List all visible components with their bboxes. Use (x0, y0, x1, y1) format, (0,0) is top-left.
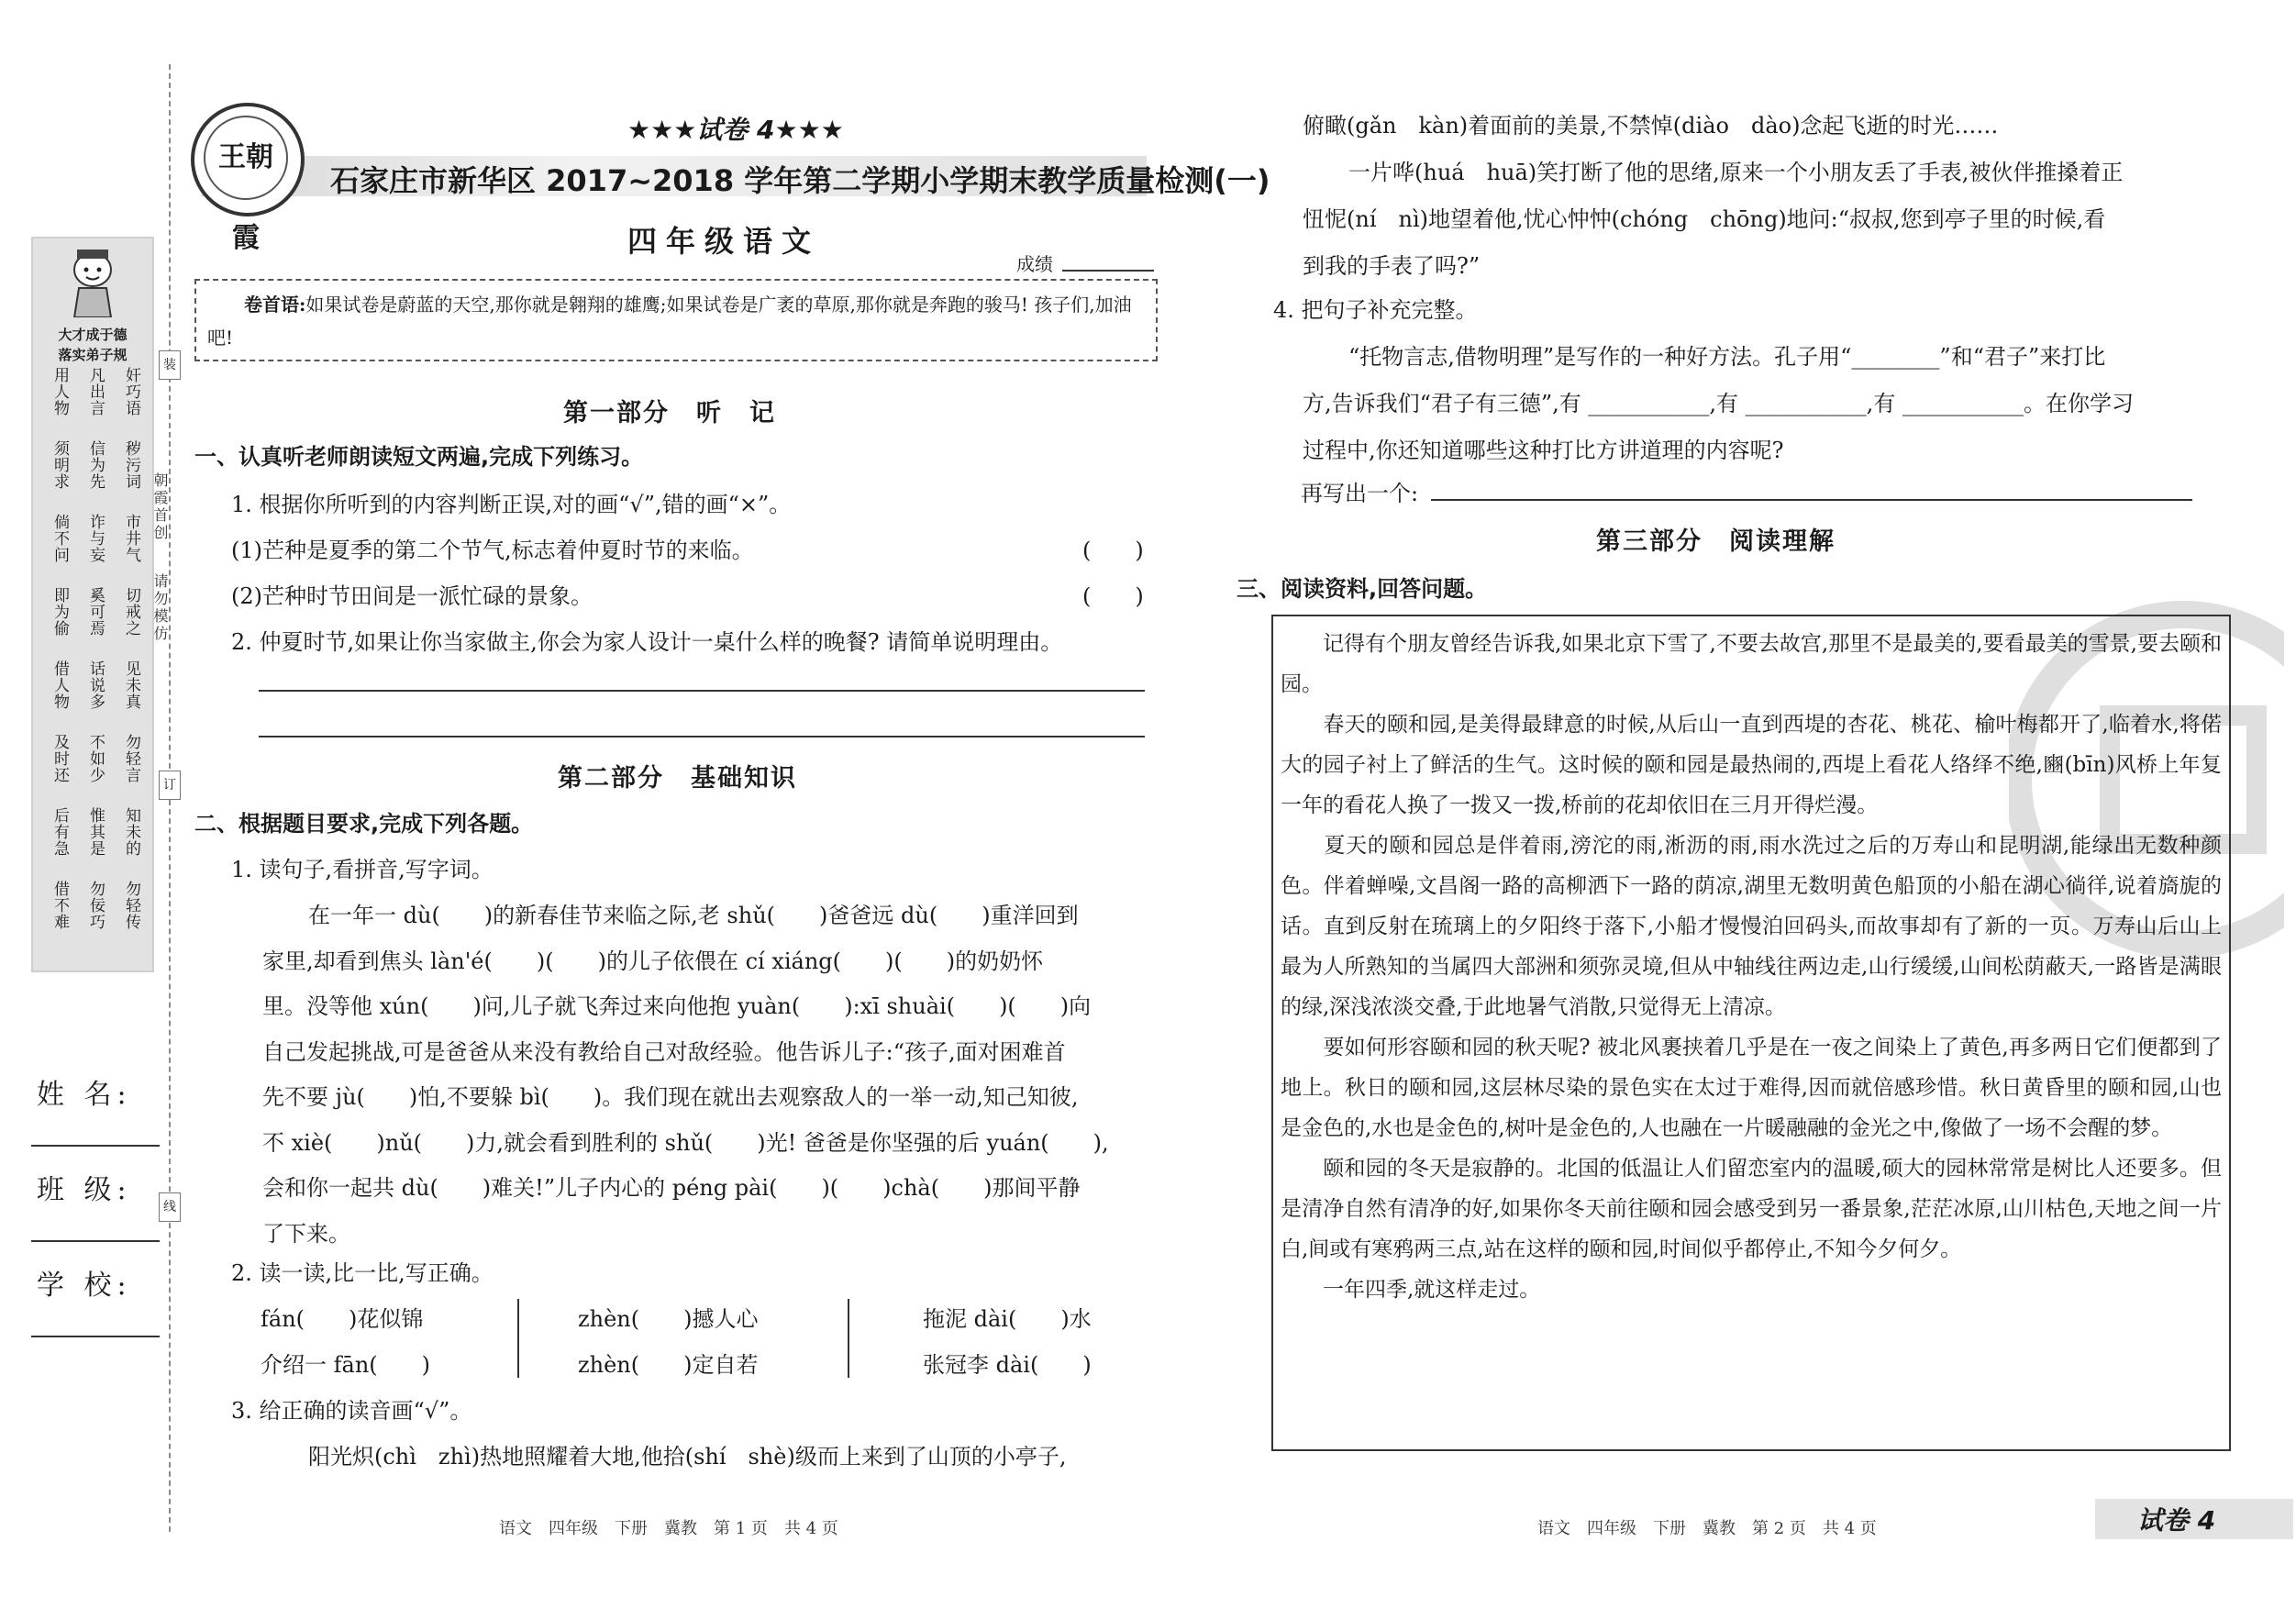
copyright-note-2: 请勿模仿 (151, 573, 169, 643)
motto-phrase: 即为偷 (50, 587, 69, 637)
class-field[interactable] (31, 1240, 160, 1242)
answer-line-1[interactable] (259, 690, 1145, 692)
motto-phrase: 市井气 (122, 514, 140, 563)
reading-passage-box (1271, 615, 2231, 1451)
motto-grid (50, 367, 141, 954)
motto-phrase: 勿轻言 (122, 734, 140, 783)
motto-phrase: 凡出言 (86, 367, 105, 416)
motto-phrase: 勿佞巧 (86, 881, 105, 930)
motto-phrase: 须明求 (50, 440, 69, 490)
preface-label: 卷首语: (244, 294, 306, 316)
school-label: 学 校: (37, 1270, 132, 1302)
motto-row (50, 514, 141, 587)
logo-text: 王朝霞 (204, 116, 288, 200)
cont-line-3: 忸怩(ní nì)地望着他,忧心忡忡(chóng chōng)地问:“叔叔,您到亭子里的时候,看 (1303, 206, 2106, 232)
pinyin-line-3: 里。没等他 xún( )问,儿子就飞奔过来向他抱 yuàn( ):xī shuài( )( )向 (262, 993, 1092, 1019)
passage-para-1: 记得有个朋友曾经告诉我,如果北京下雪了,不要去故宫,那里不是最美的,要看最美的雪景,要去颐和园。 (1281, 632, 2222, 696)
motto-phrase: 倘不问 (50, 514, 69, 563)
compare-r1-c2: zhèn( )撼人心 (578, 1306, 759, 1332)
motto-phrase: 话说多 (86, 660, 105, 710)
part2-heading: 第二部分 基础知识 (558, 764, 797, 793)
name-label: 姓 名: (37, 1079, 132, 1111)
passage-para-5: 颐和园的冬天是寂静的。北国的低温让人们留恋室内的温暖,硕大的园林常常是树比人还要多。但是清净自然有清净的好,如果你冬天前往颐和园会感受到另一番景象,茫茫冰原,山川枯色,天地之间一片白,间或有寒鸦两三点,站在这样的颐和园,时间似乎都停止,不知今夕何夕。 (1281, 1157, 2222, 1261)
motto-phrase: 不如少 (86, 734, 105, 783)
school-field[interactable] (31, 1336, 160, 1337)
grid-divider-1 (517, 1299, 519, 1378)
motto-row (50, 440, 141, 514)
q2-sub3-text: 阳光炽(chì zhì)热地照耀着大地,他拾(shí shè)级而上来到了山顶的小亭子, (308, 1444, 1067, 1469)
seal-mark-zhuang: 装 (159, 350, 181, 380)
motto-phrase: 信为先 (86, 440, 105, 490)
pinyin-passage (262, 893, 1152, 1257)
preface-box (194, 279, 1158, 361)
answer-line-2[interactable] (259, 736, 1145, 738)
write-another-label: 再写出一个: (1301, 481, 1419, 506)
motto-phrase: 借人物 (50, 660, 69, 710)
question-2-prompt: 二、根据题目要求,完成下列各题。 (194, 811, 534, 837)
q2-sub2: 2. 读一读,比一比,写正确。 (231, 1260, 494, 1286)
cont-line-4: 到我的手表了吗?” (1303, 253, 1481, 279)
s4-line-1: “托物言志,借物明理”是写作的一种好方法。孔子用“________”和“君子”来打比 (1348, 344, 2106, 370)
q1-sub2: 2. 仲夏时节,如果让你当家做主,你会为家人设计一桌什么样的晚餐? 请简单说明理由。 (231, 629, 1063, 655)
pinyin-line-6: 不 xiè( )nǔ( )力,就会看到胜利的 shǔ( )光! 爸爸是你坚强的后 yuán( ), (262, 1129, 1109, 1156)
motto-row (50, 660, 141, 734)
name-field[interactable] (31, 1145, 160, 1147)
motto-phrase: 奚可焉 (86, 587, 105, 637)
preface-text: 如果试卷是蔚蓝的天空,那你就是翱翔的雄鹰;如果试卷是广袤的草原,那你就是奔跑的骏马! 孩子们,加油吧! (207, 294, 1132, 349)
motto-phrase: 奸巧语 (122, 367, 140, 416)
motto-phrase: 借不难 (50, 881, 69, 930)
motto-phrase: 诈与妄 (86, 514, 105, 563)
seal-mark-xian: 线 (159, 1192, 181, 1222)
copyright-note-1: 朝霞首创 (151, 472, 169, 542)
footer-right: 语文 四年级 下册 冀教 第 2 页 共 4 页 (1537, 1519, 1877, 1538)
pronunciation-continued (1303, 103, 2220, 290)
exam-title: 石家庄市新华区 2017~2018 学年第二学期小学期末教学质量检测(一) (330, 163, 1270, 198)
part3-heading: 第三部分 阅读理解 (1596, 527, 1836, 556)
seal-mark-ding: 订 (159, 771, 181, 800)
motto-row (50, 807, 141, 881)
passage-para-3: 夏天的颐和园总是伴着雨,滂沱的雨,淅沥的雨,雨水洗过之后的万寿山和昆明湖,能绿出无数种颜色。伴着蝉噪,文昌阁一路的高柳洒下一路的荫凉,湖里无数明黄色船顶的小船在湖心徜徉,说着旖旎的话。直到反射在琉璃上的夕阳终于落下,小船才慢慢泊回码头,而故事却有了新的一页。万寿山后山上最为人所熟知的当属四大部洲和须弥灵境,但从中轴线往两边走,山行缓缓,山间松荫蔽天,一路皆是满眼的绿,深浅浓淡交叠,于此地暑气消散,只觉得无上清凉。 (1281, 834, 2222, 1019)
motto-cartoon (61, 246, 125, 317)
motto-row (50, 881, 141, 954)
q2-sub3: 3. 给正确的读音画“√”。 (231, 1398, 472, 1424)
pinyin-line-5: 先不要 jù( )怕,不要躲 bì( )。我们现在就出去观察敌人的一举一动,知己知彼, (262, 1084, 1079, 1110)
class-label: 班 级: (37, 1174, 132, 1206)
motto-row (50, 734, 141, 807)
motto-phrase: 惟其是 (86, 807, 105, 857)
pinyin-line-8: 了下来。 (262, 1220, 350, 1247)
motto-phrase: 秽污词 (122, 440, 140, 490)
score-label: 成绩 (1016, 253, 1053, 275)
q1-item-2-answer[interactable]: ( ) (1082, 583, 1144, 609)
s4-line-3: 过程中,你还知道哪些这种打比方讲道理的内容呢? (1303, 438, 1784, 463)
score-field[interactable] (1062, 270, 1154, 272)
compare-r2-c1: 介绍一 fān( ) (261, 1352, 431, 1378)
motto-phrase: 见未真 (122, 660, 140, 710)
motto-row (50, 587, 141, 660)
footer-left: 语文 四年级 下册 冀教 第 1 页 共 4 页 (499, 1519, 838, 1538)
q1-sub1: 1. 根据你所听到的内容判断正误,对的画“√”,错的画“×”。 (231, 492, 792, 517)
q1-item-1: (1)芒种是夏季的第二个节气,标志着仲夏时节的来临。 (231, 538, 754, 563)
compare-r1-c1: fán( )花似锦 (261, 1306, 424, 1332)
passage-para-6: 一年四季,就这样走过。 (1281, 1278, 1541, 1302)
pinyin-line-7: 会和你一起共 dù( )难关!”儿子内心的 péng pài( )( )chà( )那间平静 (262, 1175, 1081, 1201)
part1-heading: 第一部分 听 记 (563, 399, 776, 427)
motto-phrase: 及时还 (50, 734, 69, 783)
motto-phrase: 切戒之 (122, 587, 140, 637)
pinyin-line-1: 在一年一 dù( )的新春佳节来临之际,老 shǔ( )爸爸远 dù( )重洋回到 (308, 903, 1079, 928)
corner-tag: 试卷 4 (2137, 1505, 2216, 1536)
passage-para-2: 春天的颐和园,是美得最肆意的时候,从后山一直到西堤的杏花、桃花、榆叶梅都开了,临着水,将偌大的园子衬上了鲜活的生气。这时候的颐和园是最热闹的,西堤上看花人络绎不绝,豳(bīn)风桥上年复一年的看花人换了一拨又一拨,桥前的花却依旧在三月开得烂漫。 (1281, 713, 2222, 817)
subject-title: 四年级语文 (627, 224, 821, 259)
paper-number: ★★★试卷 4★★★ (627, 115, 844, 145)
pinyin-line-4: 自己发起挑战,可是爸爸从来没有教给自己对敌经验。他告诉儿子:“孩子,面对困难首 (262, 1038, 1066, 1065)
s4-line-2: 方,告诉我们“君子有三德”,有 ___________,有 ___________,有 ___________。在你学习 (1303, 391, 2134, 416)
brand-logo (191, 103, 305, 254)
motto-title-1: 大才成于德 (58, 327, 128, 343)
q2-sub1: 1. 读句子,看拼音,写字词。 (231, 857, 494, 882)
motto-phrase: 知未的 (122, 807, 140, 857)
question-1-prompt: 一、认真听老师朗读短文两遍,完成下列练习。 (194, 444, 644, 470)
motto-title-2: 落实弟子规 (58, 347, 128, 363)
cont-line-2: 一片哗(huá huā)笑打断了他的思绪,原来一个小朋友丢了手表,被伙伴推搡着正 (1348, 160, 2124, 185)
q2-sub4: 4. 把句子补充完整。 (1273, 297, 1478, 323)
preface-content (207, 288, 1145, 354)
compare-r1-c3: 拖泥 dài( )水 (923, 1306, 1092, 1332)
pinyin-line-2: 家里,却看到焦头 làn'é( )( )的儿子依偎在 cí xiáng( )( )的奶奶怀 (262, 948, 1044, 974)
complete-sentence (1303, 334, 2220, 474)
motto-phrase: 后有急 (50, 807, 69, 857)
motto-panel (31, 237, 154, 972)
compare-r2-c2: zhèn( )定自若 (578, 1352, 759, 1378)
motto-row (50, 367, 141, 440)
motto-phrase: 用人物 (50, 367, 69, 416)
cont-line-1: 俯瞰(gǎn kàn)着面前的美景,不禁悼(diào dào)念起飞逝的时光…… (1303, 113, 1999, 139)
grid-divider-2 (848, 1299, 849, 1378)
motto-phrase: 勿轻传 (122, 881, 140, 930)
question-3-prompt: 三、阅读资料,回答问题。 (1237, 576, 1488, 602)
q1-item-1-answer[interactable]: ( ) (1082, 538, 1144, 563)
passage-para-4: 要如何形容颐和园的秋天呢? 被北风裹挟着几乎是在一夜之间染上了黄色,再多两日它们便都到了地上。秋日的颐和园,这层林尽染的景色实在太过于难得,因而就倍感珍惜。秋日黄昏里的颐和园,山也是金色的,水也是金色的,树叶是金色的,人也融在一片暖融融的金光之中,像做了一场不会醒的梦。 (1281, 1036, 2222, 1140)
reading-passage (1281, 624, 2222, 1310)
write-another-field[interactable] (1431, 499, 2192, 501)
compare-r2-c3: 张冠李 dài( ) (923, 1352, 1092, 1378)
q1-item-2: (2)芒种时节田间是一派忙碌的景象。 (231, 583, 593, 609)
